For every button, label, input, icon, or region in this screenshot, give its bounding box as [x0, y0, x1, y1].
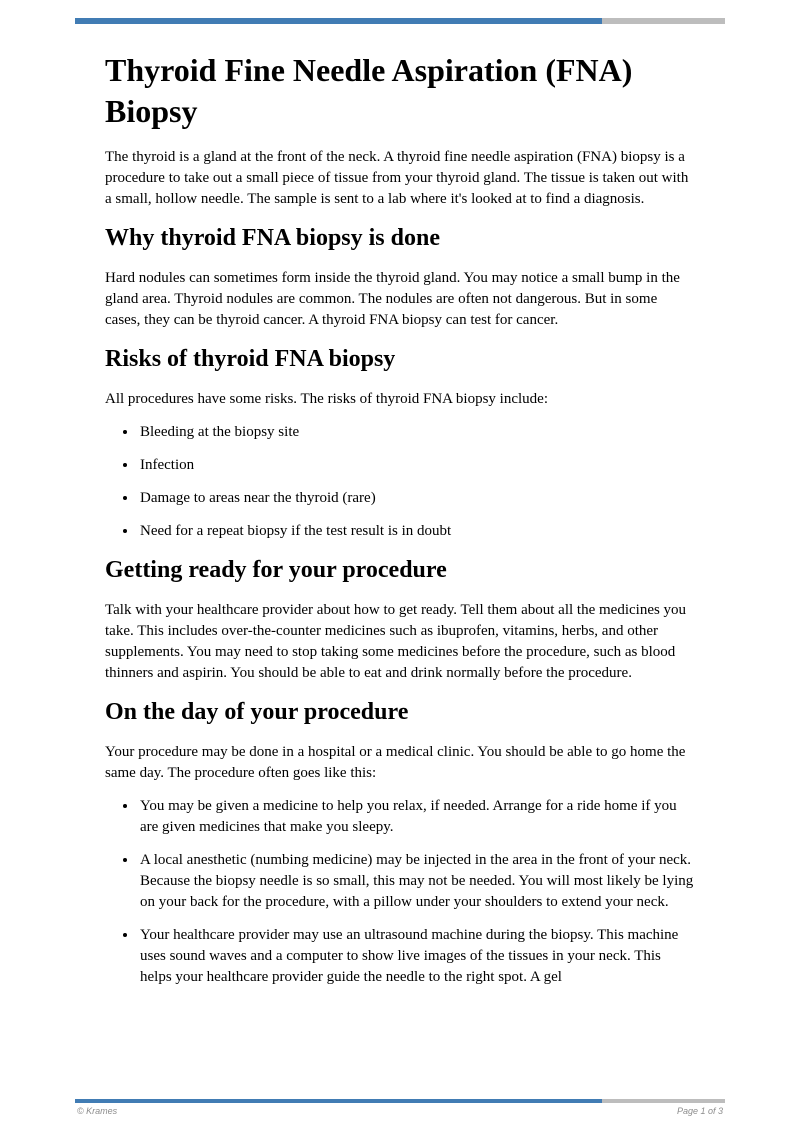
list-item: • Your healthcare provider may use an ultrasound machine during the biopsy. This machine uses sound waves and a computer to show live images of the tissues in your neck. This helps your healthcare provider guide the needle to the right spot. A gel — [138, 925, 695, 988]
section-paragraph-risks: All procedures have some risks. The risks of thyroid FNA biopsy include: — [105, 391, 548, 407]
day-of-procedure-list — [105, 796, 695, 988]
section-heading-getting-ready: Getting ready for your procedure — [105, 557, 447, 583]
page-title: Thyroid Fine Needle Aspiration (FNA) Biopsy — [105, 52, 633, 129]
footer-text-row — [77, 1106, 723, 1116]
footer-accent-bar-blue-segment — [75, 1099, 602, 1103]
footer-accent-bar-gray-segment — [602, 1099, 726, 1103]
intro-paragraph: The thyroid is a gland at the front of the neck. A thyroid fine needle aspiration (FNA) biopsy is a procedure to take out a small piece of tissue from your thyroid gland. The tissue is taken out with a small, hollow needle. The sample is sent to a lab where it's looked at to find a diagnosis. — [105, 149, 689, 207]
list-item: • Infection — [138, 455, 695, 476]
list-item: • Damage to areas near the thyroid (rare) — [138, 488, 695, 509]
list-item: • You may be given a medicine to help you relax, if needed. Arrange for a ride home if you are given medicines that make you sleepy. — [138, 796, 695, 838]
section-heading-day-of-procedure: On the day of your procedure — [105, 699, 409, 725]
top-accent-bar — [75, 18, 725, 24]
list-item: • A local anesthetic (numbing medicine) may be injected in the area in the front of your neck. Because the biopsy needle is so small, this may not be needed. You will most likely be lying on your back for the procedure, with a pillow under your shoulders to extend your neck. — [138, 850, 695, 913]
footer-accent-bar — [75, 1099, 725, 1103]
section-heading-risks: Risks of thyroid FNA biopsy — [105, 346, 396, 372]
list-item: • Need for a repeat biopsy if the test result is in doubt — [138, 521, 695, 542]
section-heading-why-biopsy-done: Why thyroid FNA biopsy is done — [105, 225, 440, 251]
section-paragraph-day-of-procedure: Your procedure may be done in a hospital or a medical clinic. You should be able to go home the same day. The procedure often goes like this: — [105, 744, 686, 781]
document-content — [105, 50, 695, 988]
copyright-text: © Krames — [77, 1106, 118, 1116]
page-number: Page 1 of 3 — [676, 1106, 723, 1116]
page-footer — [0, 1099, 800, 1116]
top-accent-bar-gray-segment — [602, 18, 726, 24]
list-item: • Bleeding at the biopsy site — [138, 422, 695, 443]
risks-list — [105, 422, 695, 542]
section-paragraph-why-biopsy-done: Hard nodules can sometimes form inside the thyroid gland. You may notice a small bump in the gland area. Thyroid nodules are common. The nodules are often not dangerous. But in some cases, they can be thyroid cancer. A thyroid FNA biopsy can test for cancer. — [105, 270, 680, 328]
section-paragraph-getting-ready: Talk with your healthcare provider about how to get ready. Tell them about all the medicines you take. This includes over-the-counter medicines such as ibuprofen, vitamins, herbs, and other supplements. You may need to stop taking some medicines before the procedure, such as blood thinners and aspirin. You should be able to eat and drink normally before the procedure. — [105, 602, 687, 681]
top-accent-bar-blue-segment — [75, 18, 602, 24]
